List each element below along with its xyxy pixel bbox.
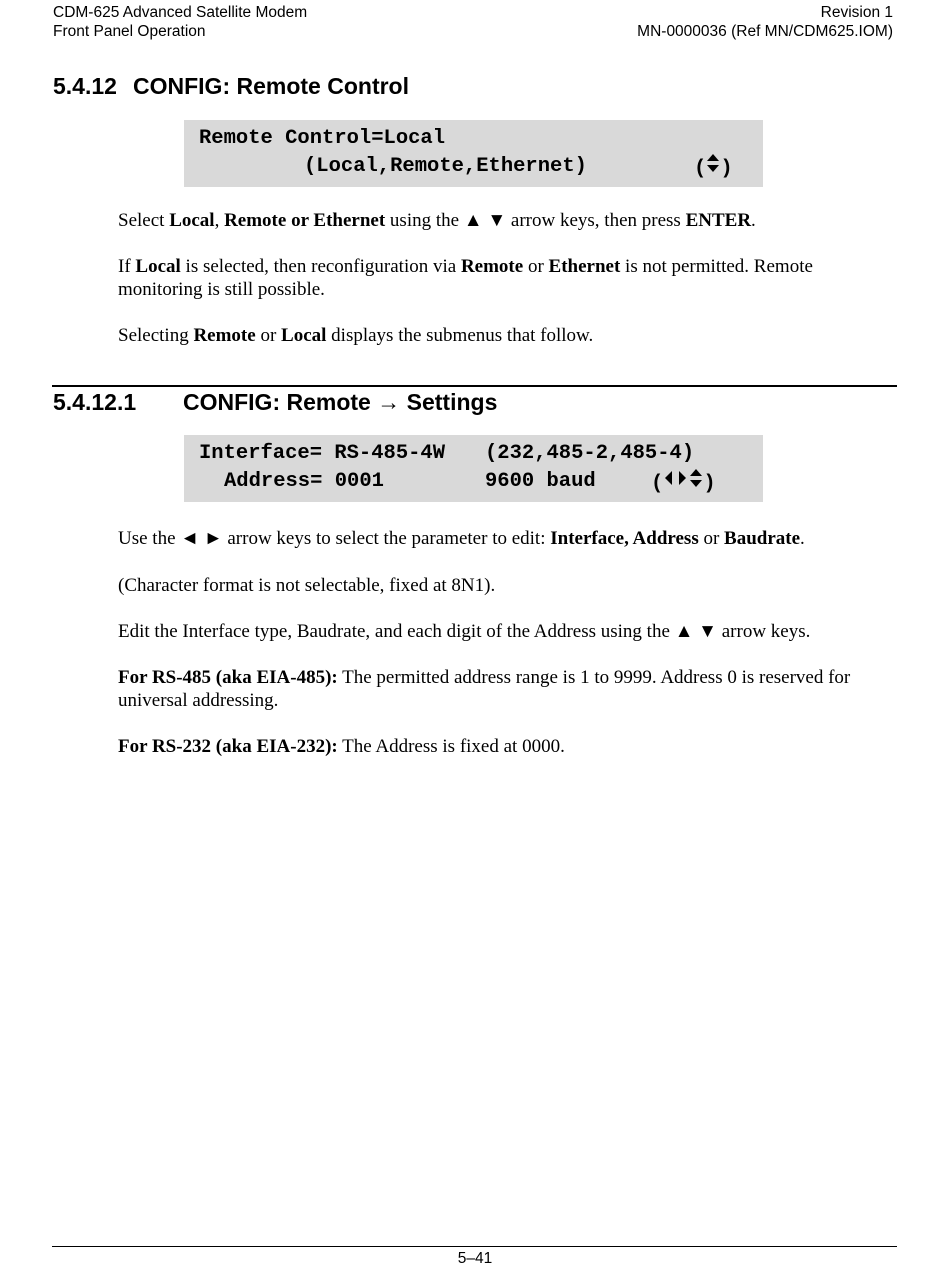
right-arrow-icon xyxy=(675,468,689,498)
nav-hint: ( ) xyxy=(694,153,733,183)
chapter-title: Front Panel Operation xyxy=(53,23,206,40)
lcd-interface-value: Interface= RS-485-4W xyxy=(199,442,446,465)
lcd-line-2 xyxy=(184,468,763,496)
paragraph-rs232-address: For RS-232 (aka EIA-232): The Address is fixed at 0000. xyxy=(118,736,565,757)
section-title: CONFIG: Remote xyxy=(183,389,378,415)
section-title: CONFIG: Remote Control xyxy=(133,73,409,99)
section-number: 5.4.12.1 xyxy=(53,389,137,415)
paragraph-select-parameter: Use the ◄ ► arrow keys to select the parameter to edit: Interface, Address or Baudrate. xyxy=(118,528,805,549)
lcd-interface-options: (232,485-2,485-4) xyxy=(485,442,695,465)
lcd-display-remote-settings xyxy=(184,435,763,502)
section-heading-remote-control xyxy=(53,73,409,100)
manual-number: MN-0000036 (Ref MN/CDM625.IOM) xyxy=(637,23,893,40)
document-title: CDM-625 Advanced Satellite Modem xyxy=(53,4,308,21)
footer-rule xyxy=(52,1246,897,1247)
lcd-display-remote-control xyxy=(184,120,763,187)
paragraph-character-format: (Character format is not selectable, fixed at 8N1). xyxy=(118,575,496,596)
left-arrow-icon xyxy=(663,468,675,498)
running-header-right xyxy=(637,3,893,41)
section-title-end: Settings xyxy=(400,389,498,415)
lcd-baud-value: 9600 baud xyxy=(485,470,596,493)
section-number: 5.4.12 xyxy=(53,73,117,99)
paragraph-edit-instructions: Edit the Interface type, Baudrate, and each digit of the Address using the ▲ ▼ arrow keys. xyxy=(118,621,811,642)
page-number: 5–41 xyxy=(457,1250,493,1267)
lcd-text: Remote Control=Local xyxy=(199,127,446,150)
lcd-line-1 xyxy=(184,125,763,153)
running-header-left xyxy=(53,3,307,41)
section-heading-remote-settings xyxy=(53,389,497,416)
revision-label: Revision 1 xyxy=(820,4,893,21)
lcd-line-1 xyxy=(184,440,763,468)
paragraph-local-restriction: If Local is selected, then reconfiguration via Remote or Ethernet is not permitted. Remote monitoring is still possible. xyxy=(118,256,813,300)
right-arrow-icon: → xyxy=(377,389,401,415)
lcd-line-2 xyxy=(184,153,763,181)
up-down-arrow-icon xyxy=(689,468,703,498)
up-down-arrow-icon xyxy=(706,153,720,183)
lcd-text: (Local,Remote,Ethernet) xyxy=(304,155,587,178)
section-divider xyxy=(52,385,897,387)
paragraph-submenus: Selecting Remote or Local displays the submenus that follow. xyxy=(118,325,594,346)
lcd-address-value: Address= 0001 xyxy=(224,470,384,493)
paragraph-rs485-address: For RS-485 (aka EIA-485): The permitted address range is 1 to 9999. Address 0 is reserved for universal addressing. xyxy=(118,667,851,711)
paragraph-select-mode: Select Local, Remote or Ethernet using the ▲ ▼ arrow keys, then press ENTER. xyxy=(118,210,756,231)
nav-hint: ( ) xyxy=(651,468,716,498)
